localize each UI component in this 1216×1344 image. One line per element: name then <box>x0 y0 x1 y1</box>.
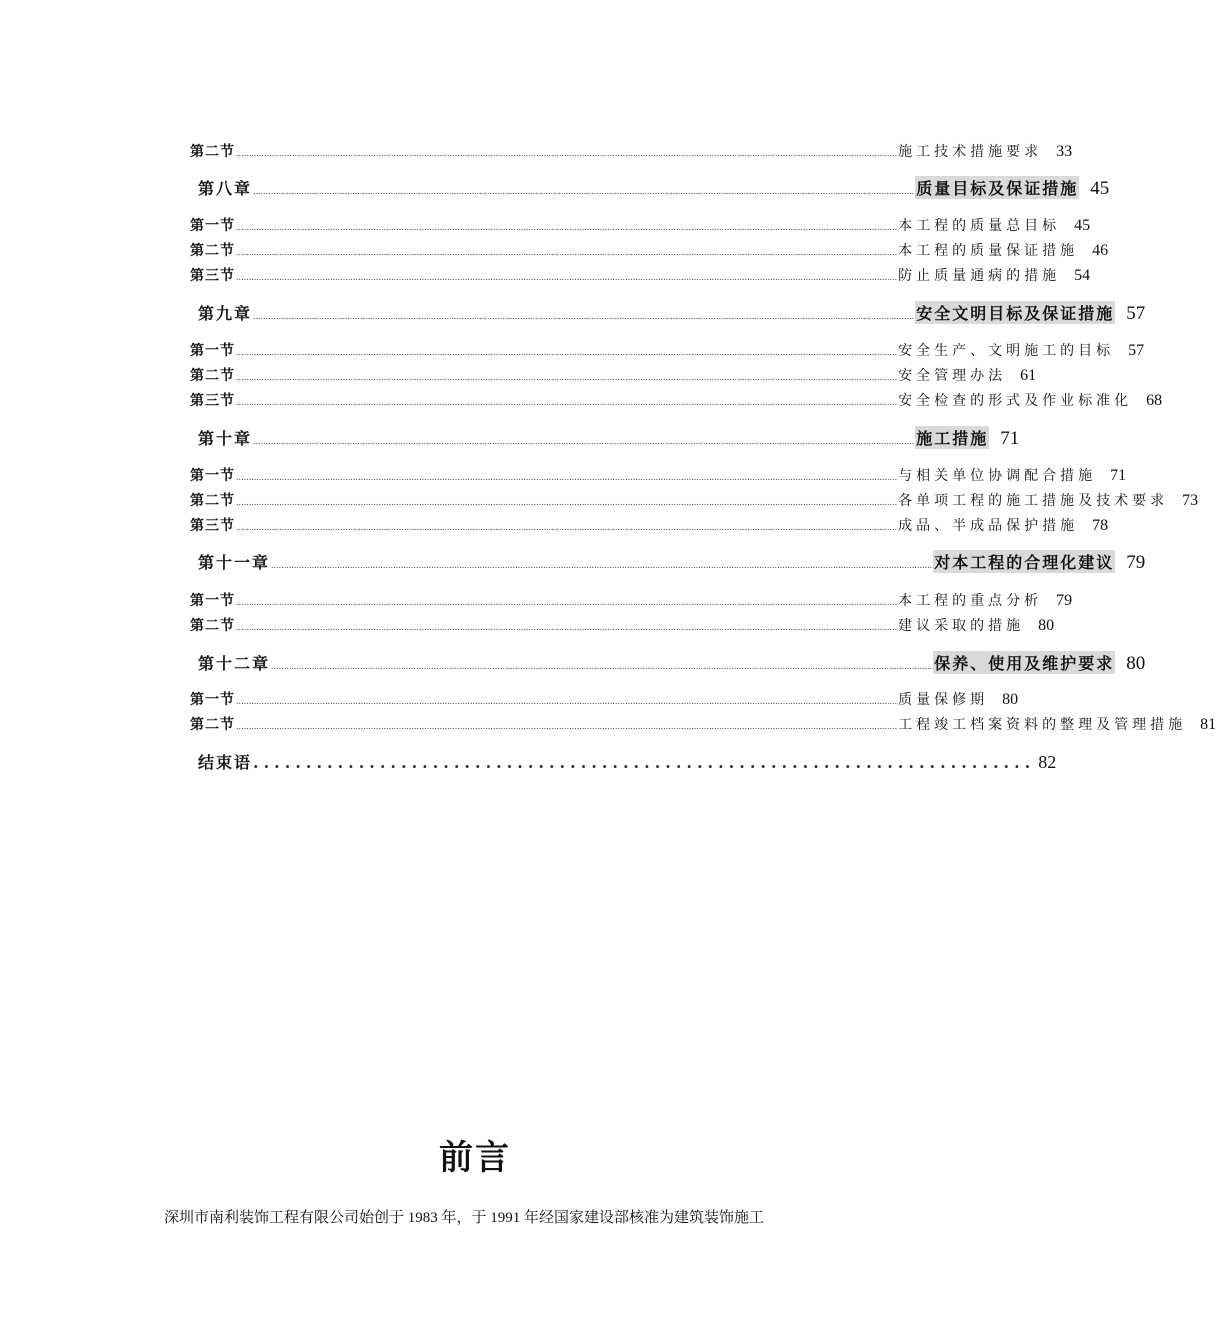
toc-page-number: 80 <box>1126 653 1146 674</box>
toc-leader-dots: .................................................................................................................................................................................................................................................................... <box>236 248 898 257</box>
toc-label: 第十一章 <box>198 553 271 572</box>
toc-title: 建议采取的措施 <box>898 618 1025 634</box>
toc-page-number: 57 <box>1128 342 1145 359</box>
toc-page-number: 33 <box>1056 143 1073 160</box>
toc-title: 安全文明目标及保证措施 <box>915 301 1115 324</box>
toc-section-entry[interactable] <box>190 340 1145 360</box>
toc-title: 施工措施 <box>915 426 989 449</box>
toc-label: 第一节 <box>190 343 235 359</box>
toc-label: 第十章 <box>198 429 253 448</box>
toc-label: 第二节 <box>190 493 235 509</box>
toc-page-number: 68 <box>1146 392 1163 409</box>
toc-label: 第三节 <box>190 268 235 284</box>
toc-title: 本工程的重点分析 <box>898 593 1043 609</box>
toc-title: 质量保修期 <box>898 692 989 708</box>
toc-leader-dots: .................................................................................................................................................................................................................................................................... <box>236 398 898 407</box>
preface-body: 深圳市南利装饰工程有限公司始创于 1983 年，于 1991 年经国家建设部核准为建筑装饰施工 <box>164 1210 765 1226</box>
toc-page-number: 82 <box>1038 752 1057 772</box>
toc-page-number: 71 <box>1000 428 1020 449</box>
toc-label: 第二节 <box>190 144 235 160</box>
toc-label: 第三节 <box>190 518 235 534</box>
toc-page-number: 54 <box>1074 267 1091 284</box>
toc-chapter-entry[interactable] <box>190 176 1110 202</box>
toc-title: 安全检查的形式及作业标准化 <box>898 393 1133 409</box>
toc-title: 成品、半成品保护措施 <box>898 518 1079 534</box>
toc-leader-dots: .................................................................................................................................................................................................................................................................... <box>271 662 933 671</box>
toc-page-number: 80 <box>1002 691 1019 708</box>
toc-title: 本工程的质量总目标 <box>898 218 1061 234</box>
toc-leader-dots: .......................................................................... <box>253 753 1036 772</box>
toc-section-entry[interactable] <box>190 465 1127 485</box>
toc-leader-dots: .................................................................................................................................................................................................................................................................... <box>236 722 898 731</box>
toc-section-entry[interactable] <box>190 265 1091 285</box>
toc-label: 第二节 <box>190 243 235 259</box>
toc-title: 安全生产、文明施工的目标 <box>898 343 1115 359</box>
toc-page-number: 61 <box>1020 367 1037 384</box>
toc-label: 第二节 <box>190 717 235 733</box>
toc-chapter-entry[interactable] <box>190 426 1020 452</box>
toc-title: 工程竣工档案资料的整理及管理措施 <box>898 717 1187 733</box>
toc-label: 第三节 <box>190 393 235 409</box>
toc-page-number: 46 <box>1092 242 1109 259</box>
toc-leader-dots: .................................................................................................................................................................................................................................................................... <box>236 348 898 357</box>
toc-leader-dots: .................................................................................................................................................................................................................................................................... <box>236 697 898 706</box>
toc-chapter-entry[interactable] <box>190 301 1146 327</box>
toc-label: 结束语 <box>198 753 253 772</box>
toc-leader-dots: .................................................................................................................................................................................................................................................................... <box>253 437 915 446</box>
toc-page-number: 78 <box>1092 517 1109 534</box>
toc-leader-dots: .................................................................................................................................................................................................................................................................... <box>253 187 915 196</box>
toc-page-number: 81 <box>1200 716 1216 733</box>
toc-chapter-entry[interactable] <box>190 651 1146 677</box>
toc-section-entry[interactable] <box>190 590 1073 610</box>
toc-label: 第一节 <box>190 593 235 609</box>
toc-section-entry[interactable] <box>190 515 1109 535</box>
toc-section-entry[interactable] <box>190 215 1091 235</box>
toc-label: 第二节 <box>190 368 235 384</box>
toc-title: 保养、使用及维护要求 <box>933 651 1115 674</box>
toc-leader-dots: .................................................................................................................................................................................................................................................................... <box>236 149 898 158</box>
toc-leader-dots: .................................................................................................................................................................................................................................................................... <box>253 312 915 321</box>
toc-label: 第九章 <box>198 304 253 323</box>
toc-section-entry[interactable] <box>190 365 1037 385</box>
toc-leader-dots: .................................................................................................................................................................................................................................................................... <box>236 223 898 232</box>
toc-section-entry[interactable] <box>190 490 1199 510</box>
toc-leader-dots: .................................................................................................................................................................................................................................................................... <box>236 373 898 382</box>
toc-section-entry[interactable] <box>190 390 1163 410</box>
toc-leader-dots: .................................................................................................................................................................................................................................................................... <box>236 498 898 507</box>
toc-page-number: 79 <box>1056 592 1073 609</box>
toc-label: 第一节 <box>190 218 235 234</box>
toc-label: 第一节 <box>190 692 235 708</box>
toc-section-entry[interactable] <box>190 689 1019 709</box>
toc-leader-dots: .................................................................................................................................................................................................................................................................... <box>236 473 898 482</box>
toc-chapter-entry[interactable] <box>190 550 1146 576</box>
toc-page-number: 45 <box>1074 217 1091 234</box>
toc-closing-entry[interactable] <box>190 750 1057 776</box>
toc-title: 对本工程的合理化建议 <box>933 550 1115 573</box>
toc-section-entry[interactable] <box>190 714 1216 734</box>
toc-leader-dots: .................................................................................................................................................................................................................................................................... <box>236 273 898 282</box>
toc-page-number: 79 <box>1126 552 1146 573</box>
toc-page-number: 73 <box>1182 492 1199 509</box>
toc-title: 本工程的质量保证措施 <box>898 243 1079 259</box>
toc-leader-dots: .................................................................................................................................................................................................................................................................... <box>271 561 933 570</box>
toc-label: 第十二章 <box>198 654 271 673</box>
toc-label: 第一节 <box>190 468 235 484</box>
toc-title: 质量目标及保证措施 <box>915 176 1079 199</box>
toc-label: 第二节 <box>190 618 235 634</box>
toc-page-number: 45 <box>1090 178 1110 199</box>
toc-page-number: 57 <box>1126 303 1146 324</box>
toc-section-entry[interactable] <box>190 615 1055 635</box>
toc-page-number: 71 <box>1110 467 1127 484</box>
toc-title: 与相关单位协调配合措施 <box>898 468 1097 484</box>
toc-title: 施工技术措施要求 <box>898 144 1043 160</box>
toc-page-number: 80 <box>1038 617 1055 634</box>
toc-title: 防止质量通病的措施 <box>898 268 1061 284</box>
toc-title: 安全管理办法 <box>898 368 1007 384</box>
toc-leader-dots: .................................................................................................................................................................................................................................................................... <box>236 523 898 532</box>
preface-title: 前言 <box>439 1138 511 1178</box>
toc-leader-dots: .................................................................................................................................................................................................................................................................... <box>236 623 898 632</box>
toc-section-entry[interactable] <box>190 141 1073 161</box>
toc-title: 各单项工程的施工措施及技术要求 <box>898 493 1169 509</box>
toc-label: 第八章 <box>198 179 253 198</box>
toc-leader-dots: .................................................................................................................................................................................................................................................................... <box>236 598 898 607</box>
toc-section-entry[interactable] <box>190 240 1109 260</box>
